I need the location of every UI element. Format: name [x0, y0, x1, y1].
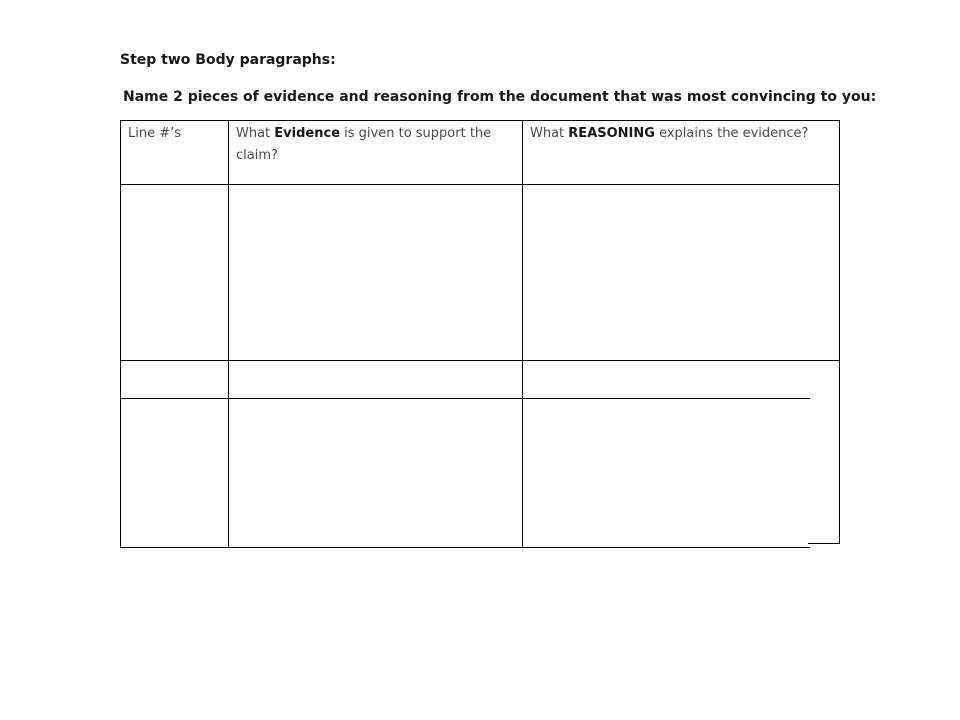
header-evidence-suffix: is given to support the claim?	[236, 126, 492, 163]
row-3-reasoning-cell[interactable]	[524, 399, 839, 547]
header-reasoning-suffix: explains the evidence?	[654, 126, 809, 141]
header-row-divider	[120, 184, 840, 185]
row-divider-1	[120, 360, 840, 361]
row-1-reasoning-cell[interactable]	[524, 185, 839, 359]
header-reasoning-prefix: What	[530, 126, 569, 141]
evidence-reasoning-table	[120, 120, 840, 548]
row-2-line-cell[interactable]	[121, 361, 228, 397]
table-border-bottom	[120, 547, 810, 548]
header-reasoning-bold: REASONING	[568, 126, 655, 141]
header-evidence-prefix: What	[236, 126, 275, 141]
row-3-evidence-cell[interactable]	[230, 399, 522, 547]
row-3-line-cell[interactable]	[121, 399, 228, 547]
instruction-prompt: Name 2 pieces of evidence and reasoning from the document that was most convincing to you:	[123, 89, 877, 105]
header-reasoning	[530, 123, 830, 145]
header-evidence-bold: Evidence	[274, 126, 341, 141]
row-2-evidence-cell[interactable]	[230, 361, 522, 397]
row-1-evidence-cell[interactable]	[230, 185, 522, 359]
header-evidence	[236, 123, 516, 167]
table-border-bottom-right-stub	[808, 543, 840, 544]
header-line-numbers: Line #’s	[128, 126, 182, 141]
row-2-reasoning-cell[interactable]	[524, 361, 839, 397]
row-divider-2	[120, 398, 810, 399]
page-heading: Step two Body paragraphs:	[120, 52, 336, 68]
row-1-line-cell[interactable]	[121, 185, 228, 359]
